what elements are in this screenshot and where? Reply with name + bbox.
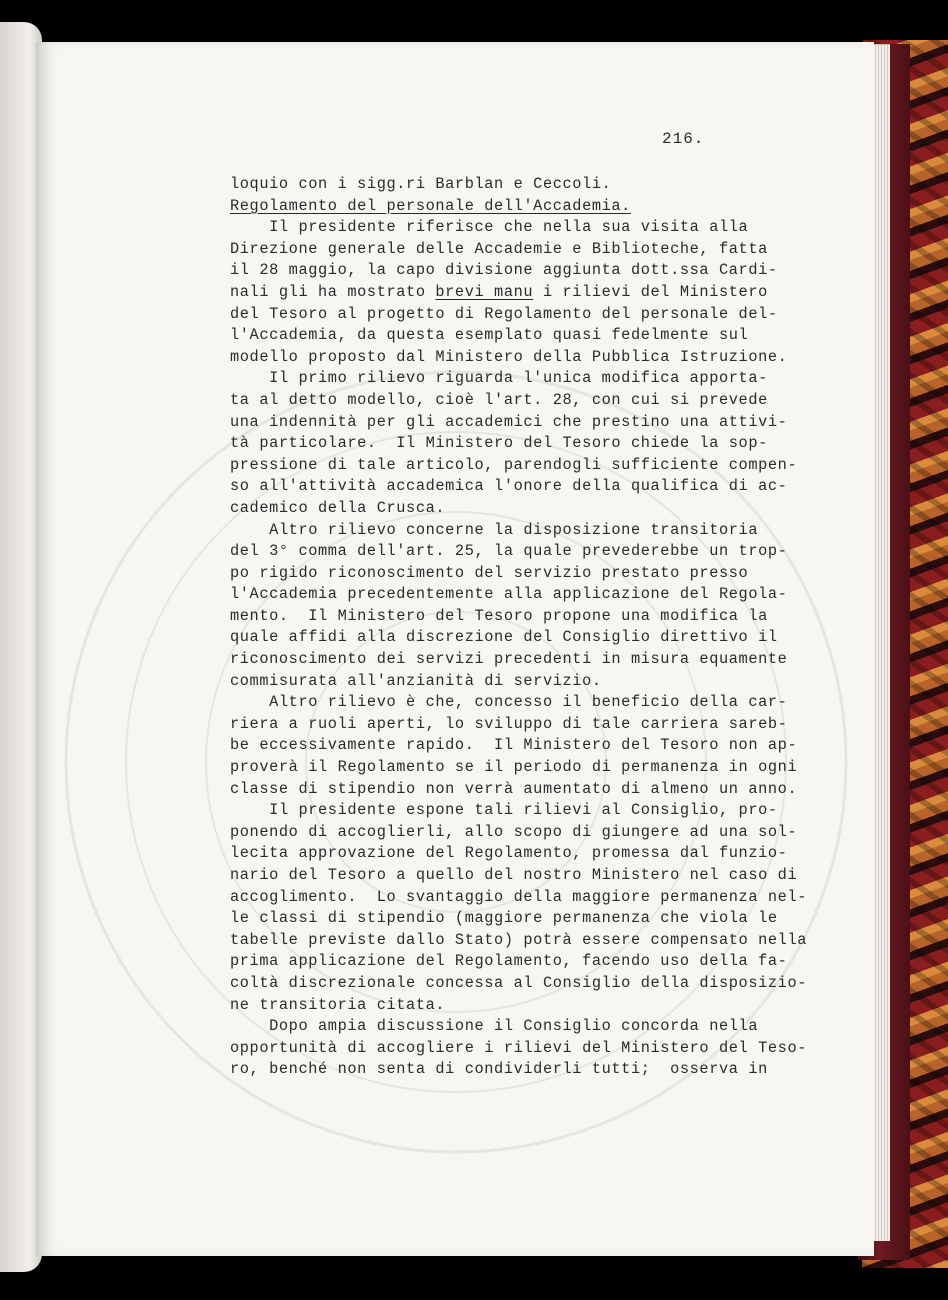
text-line: del Tesoro al progetto di Regolamento del personale del- [230, 304, 778, 323]
text-line: lecita approvazione del Regolamento, promessa dal funzio- [230, 844, 788, 863]
text-line: mento. Il Ministero del Tesoro propone una modifica la [230, 606, 768, 625]
text-line: Il presidente riferisce che nella sua visita alla [230, 218, 749, 237]
text-line: nario del Tesoro a quello del nostro Ministero nel caso di [230, 866, 798, 884]
text-line: riera a ruoli aperti, lo sviluppo di tale carriera sareb- [230, 714, 788, 733]
text-line: ne transitoria citata. [230, 995, 446, 1014]
text-line: Direzione generale delle Accademie e Biblioteche, fatta [230, 239, 768, 258]
text-line: Dopo ampia discussione il Consiglio concorda nella [230, 1017, 759, 1036]
text-line: pressione di tale articolo, parendogli sufficiente compen- [230, 455, 798, 474]
text-line: nali gli ha mostrato brevi manu i rilievi del Ministero [230, 282, 768, 301]
text-line: il 28 maggio, la capo divisione aggiunta dott.ssa Cardi- [230, 261, 778, 280]
text-line: Il presidente espone tali rilievi al Consiglio, pro- [230, 801, 778, 820]
text-line: l'Accademia, da questa esemplato quasi fedelmente sul [230, 326, 749, 345]
text-line: coltà discrezionale concessa al Consiglio della disposizio- [230, 973, 807, 992]
text-line: accoglimento. Lo svantaggio della maggiore permanenza nel- [230, 887, 807, 906]
text-line: ponendo di accoglierli, allo scopo di giungere ad una sol- [230, 822, 798, 841]
text-line: tabelle previste dallo Stato) potrà essere compensato nella [230, 930, 807, 949]
text-line: una indennità per gli accademici che prestino una attivi- [230, 412, 788, 431]
section-heading: Regolamento del personale dell'Accademia. [230, 196, 631, 215]
text-line: prima applicazione del Regolamento, facendo uso della fa- [230, 952, 788, 971]
text-line: classe di stipendio non verrà aumentato di almeno un anno. [230, 779, 798, 798]
text-line: del 3° comma dell'art. 25, la quale prevederebbe un trop- [230, 542, 788, 561]
text-line: be eccessivamente rapido. Il Ministero del Tesoro non ap- [230, 736, 798, 755]
text-line: le classi di stipendio (maggiore permanenza che viola le [230, 909, 778, 928]
typed-text-body [230, 174, 807, 1081]
text-line: quale affidi alla discrezione del Consiglio direttivo il [230, 628, 778, 647]
text-line: riconoscimento dei servizi precedenti in misura equamente [230, 650, 788, 669]
text-line: cademico della Crusca. [230, 498, 446, 517]
text-line: l'Accademia precedentemente alla applicazione del Regola- [230, 585, 788, 604]
text-line: loquio con i sigg.ri Barblan e Ceccoli. [230, 175, 612, 193]
text-line: Il primo rilievo riguarda l'unica modifica apporta- [230, 369, 768, 388]
text-line: ro, benché non senta di condividerli tutti; osserva in [230, 1060, 768, 1079]
text-line: proverà il Regolamento se il periodo di permanenza in ogni [230, 758, 798, 777]
text-line: opportunità di accogliere i rilievi del Ministero del Teso- [230, 1038, 807, 1057]
text-line: tà particolare. Il Ministero del Tesoro chiede la sop- [230, 434, 768, 453]
underlined-phrase: brevi manu [435, 282, 534, 301]
text-line: Altro rilievo è che, concesso il beneficio della car- [230, 693, 788, 712]
text-line: so all'attività accademica l'onore della qualifica di ac- [230, 477, 788, 496]
text-line: Altro rilievo concerne la disposizione transitoria [230, 520, 759, 539]
text-line: commisurata all'anzianità di servizio. [230, 671, 602, 690]
text-line: modello proposto dal Ministero della Pubblica Istruzione. [230, 347, 788, 366]
page-number: 216. [662, 130, 705, 148]
text-line: po rigido riconoscimento del servizio prestato presso [230, 563, 749, 582]
text-line: ta al detto modello, cioè l'art. 28, con cui si prevede [230, 390, 768, 409]
